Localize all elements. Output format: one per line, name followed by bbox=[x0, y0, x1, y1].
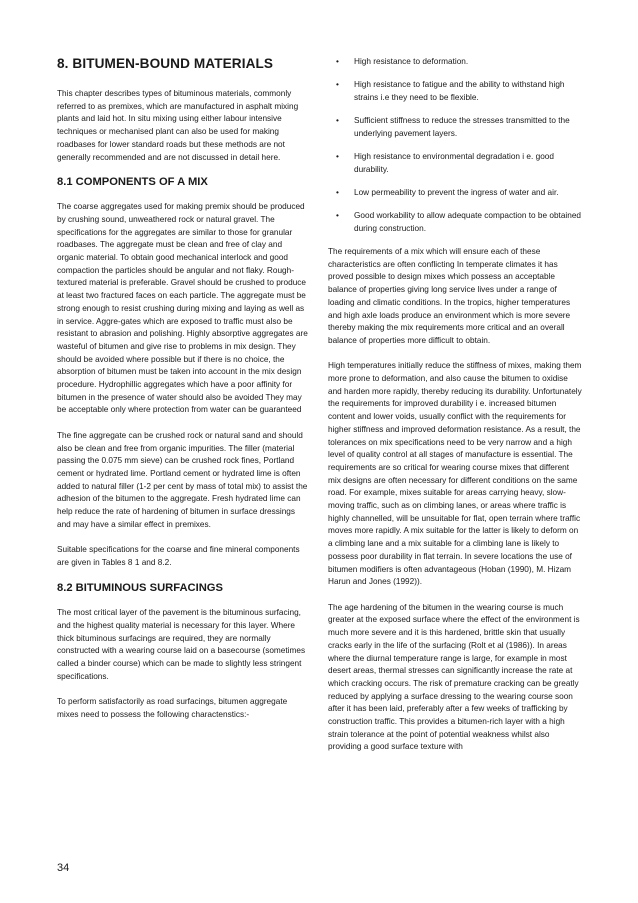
left-column bbox=[57, 56, 309, 734]
chapter-title: 8. BITUMEN-BOUND MATERIALS bbox=[57, 56, 274, 71]
list-item-text: Low permeability to prevent the ingress of water and air. bbox=[354, 187, 559, 197]
paragraph-high-temperatures: High temperatures initially reduce the stiffness of mixes, making them more prone to deformation, and also cause the bitumen to oxidise and harden more rapidly, thereby reducing its durability. Unfortunately the requirements for improved durability i e. increased bitumen content and lower voids, usually conflict with the requirements for higher stiffness and improved deformation resistance. As a result, the tolerances on mix specifications need to be very narrow and a high level of quality control at all stages of manufacture is essential. The requirements are so critical for wearing course mixes that different mix designs are often necessary for different conditions on the same road. For example, mixes suitable for areas carrying heavy, slow-moving traffic, such as on climbing lanes, or areas where traffic is highly channelled, will be unsuitable for flat, open terrain where traffic moves more rapidly. A mix suitable for the latter is likely to deform on a climbing lane and a mix suitable for a climbing lane is likely to possess poor durability in flat terrain. In severe locations the use of bitumen modifiers is often advantageous (Hoban (1990), M. Hizam Harun and Jones (1992)). bbox=[328, 361, 582, 587]
bullet-icon: • bbox=[336, 187, 339, 197]
list-item-text: High resistance to deformation. bbox=[354, 57, 469, 66]
list-item-text: Good workability to allow adequate compaction to be obtained during construction. bbox=[354, 211, 582, 233]
characteristics-list bbox=[328, 56, 582, 236]
paragraph-coarse-aggregates: The coarse aggregates used for making premix should be produced by crushing sound, unweathered rock or natural gravel. The specifications for the aggregates are similar to those for granular roadbases. The aggregate must be clean and free of clay and organic material. To obtain good mechanical interlock and good compaction the particles should be angular and not flaky. Rough-textured material is preferable. Gravel should be crushed to produce at least two fractured faces on each particle. The aggregate must be strong enough to resist crushing during mixing and laying as well as in service. Aggre-gates which are exposed to traffic must also be resistant to abrasion and polishing. Highly absorptive aggregates are wasteful of bitumen and give rise to problems in mix design. They should be avoided where possible but if there is no choice, the absorption of bitumen must be taken into account in the mix design procedure. Hydrophillic aggregates which have a poor affinity for bitumen in the presence of water should also be avoided They may be acceptable only where protection from water can be guaranteed bbox=[57, 202, 308, 415]
chapter-intro: This chapter describes types of bituminous materials, commonly referred to as premixes, which are manufactured in asphalt mixing plants and laid hot. In situ mixing using either labour intensive techniques or mechanised plant can also be used for making roadbases for lower standard roads but these methods are not generally recommended and are not discussed in detail here. bbox=[57, 89, 299, 162]
section-heading-components: 8.1 COMPONENTS OF A MIX bbox=[57, 176, 208, 189]
paragraph-age-hardening: The age hardening of the bitumen in the wearing course is much greater at the exposed surface where the effect of the environment is much more severe and it is this hardened, brittle skin that usually cracks early in the life of the surfacing (Rolt et al (1986)). In areas where the diurnal temperature range is large, for example in most desert areas, thermal stresses can significantly increase the rate at which cracking occurs. The risk of premature cracking can be greatly reduced by applying a surface dressing to the wearing course soon after it has been laid, preferably after a few weeks of trafficking by construction traffic. This provides a bitumen-rich layer with a high strain tolerance at the point of potential weakness whilst also providing a good surface texture with bbox=[328, 602, 580, 752]
bullet-icon: • bbox=[336, 80, 339, 90]
list-item bbox=[328, 151, 582, 176]
list-item bbox=[328, 210, 582, 235]
list-item-text: Sufficient stiffness to reduce the stresses transmitted to the underlying pavement layers. bbox=[354, 116, 570, 138]
list-item bbox=[328, 79, 582, 104]
paragraph-critical-layer: The most critical layer of the pavement is the bituminous surfacing, and the highest quality material is necessary for this layer. Where thick bituminous surfacings are required, they are normally constructed with a wearing course laid on a basecourse (sometimes called a binder course) which can be made to slightly less stringent specifications. bbox=[57, 608, 306, 681]
bullet-icon: • bbox=[336, 152, 339, 162]
list-item bbox=[328, 187, 582, 200]
bullet-icon: • bbox=[336, 211, 339, 221]
paragraph-specifications: Suitable specifications for the coarse and fine mineral components are given in Tables 8 1 and 8.2. bbox=[57, 545, 300, 567]
paragraph-fine-aggregate: The fine aggregate can be crushed rock or natural sand and should also be clean and free from organic impurities. The filler (material passing the 0.075 mm sieve) can be crushed rock fines, Portland cement or hydrated lime. Portland cement or hydrated lime is often added to natural filler (1-2 per cent by mass of total mix) to assist the adhesion of the bitumen to the aggregate. Fresh hydrated lime can help reduce the rate of hardening of bitumen in surface dressings and may have a similar effect in premixes. bbox=[57, 430, 308, 529]
page-number: 34 bbox=[57, 862, 70, 874]
list-item-text: High resistance to environmental degradation i e. good durability. bbox=[354, 152, 554, 174]
list-item bbox=[328, 56, 582, 69]
list-item bbox=[328, 115, 582, 140]
right-column bbox=[328, 56, 582, 767]
bullet-icon: • bbox=[336, 57, 339, 66]
section-heading-surfacings: 8.2 BITUMINOUS SURFACINGS bbox=[57, 582, 223, 595]
paragraph-requirements: The requirements of a mix which will ensure each of these characteristics are often conflicting In temperate climates it has proved possible to design mixes which possess an acceptable balance of properties giving long service lives under a range of loading and climatic conditions. In the tropics, higher temperatures and high axle loads produce an environment which is more severe thereby making the mix requirements more critical and an overall balance of properties more difficult to obtain. bbox=[328, 247, 571, 345]
bullet-icon: • bbox=[336, 116, 339, 126]
list-item-text: High resistance to fatigue and the ability to withstand high strains i.e they need to be flexible. bbox=[354, 80, 565, 102]
paragraph-characteristics-intro: To perform satisfactorily as road surfacings, bitumen aggregate mixes need to possess the following charactenstics:- bbox=[57, 697, 288, 719]
